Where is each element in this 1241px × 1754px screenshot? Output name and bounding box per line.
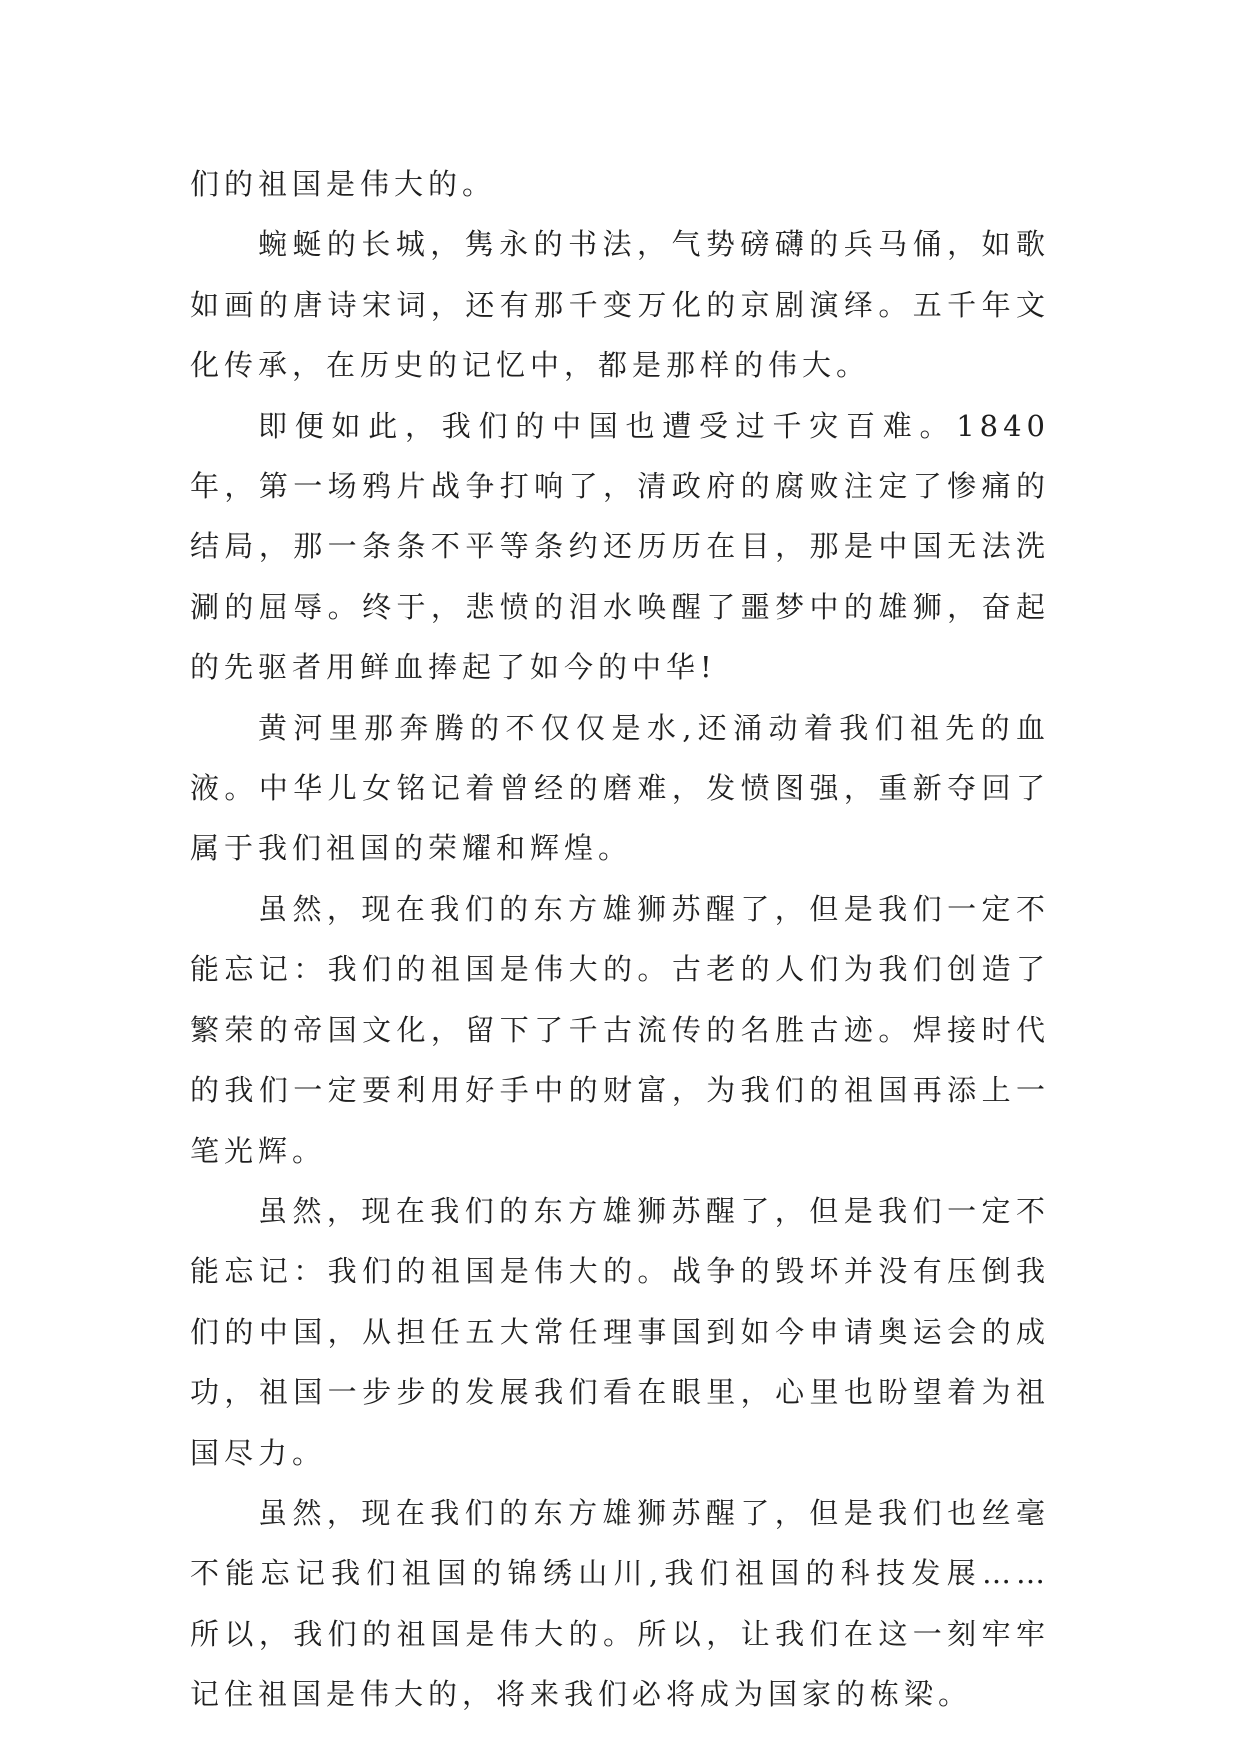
paragraph-opium-war: 即便如此，我们的中国也遭受过千灾百难。1840 年，第一场鸦片战争打响了，清政府的腐败注定了惨痛的结局，那一条条不平等条约还历历在目，那是中国无法洗涮的屈辱。终于，悲愤的泪水唤醒了噩梦中的雄狮，奋起的先驱者用鲜血捧起了如今的中华!: [190, 408, 1050, 685]
paragraph-yellow-river: 黄河里那奔腾的不仅仅是水,还涌动着我们祖先的血液。中华儿女铭记着曾经的磨难，发愤图强，重新夺回了属于我们祖国的荣耀和辉煌。: [190, 710, 1050, 866]
paragraph-culture: 虽然，现在我们的东方雄狮苏醒了，但是我们一定不能忘记：我们的祖国是伟大的。古老的人们为我们创造了繁荣的帝国文化，留下了千古流传的名胜古迹。焊接时代的我们一定要利用好手中的财富，为我们的祖国再添上一笔光辉。: [190, 891, 1050, 1168]
paragraph-continued: 们的祖国是伟大的。: [190, 167, 497, 201]
paragraph-development: 虽然，现在我们的东方雄狮苏醒了，但是我们一定不能忘记：我们的祖国是伟大的。战争的毁坏并没有压倒我们的中国，从担任五大常任理事国到如今申请奥运会的成功，祖国一步步的发展我们看在眼里，心里也盼望着为祖国尽力。: [190, 1193, 1050, 1470]
paragraph-great-wall: 蜿蜒的长城，隽永的书法，气势磅礴的兵马俑，如歌如画的唐诗宋词，还有那千变万化的京剧演绎。五千年文化传承，在历史的记忆中，都是那样的伟大。: [190, 227, 1050, 383]
essay-body: [190, 154, 1050, 1725]
paragraph-conclusion: 虽然，现在我们的东方雄狮苏醒了，但是我们也丝毫不能忘记我们祖国的锦绣山川,我们祖国的科技发展……所以，我们的祖国是伟大的。所以，让我们在这一刻牢牢记住祖国是伟大的，将来我们必将成为国家的栋梁。: [190, 1495, 1050, 1712]
